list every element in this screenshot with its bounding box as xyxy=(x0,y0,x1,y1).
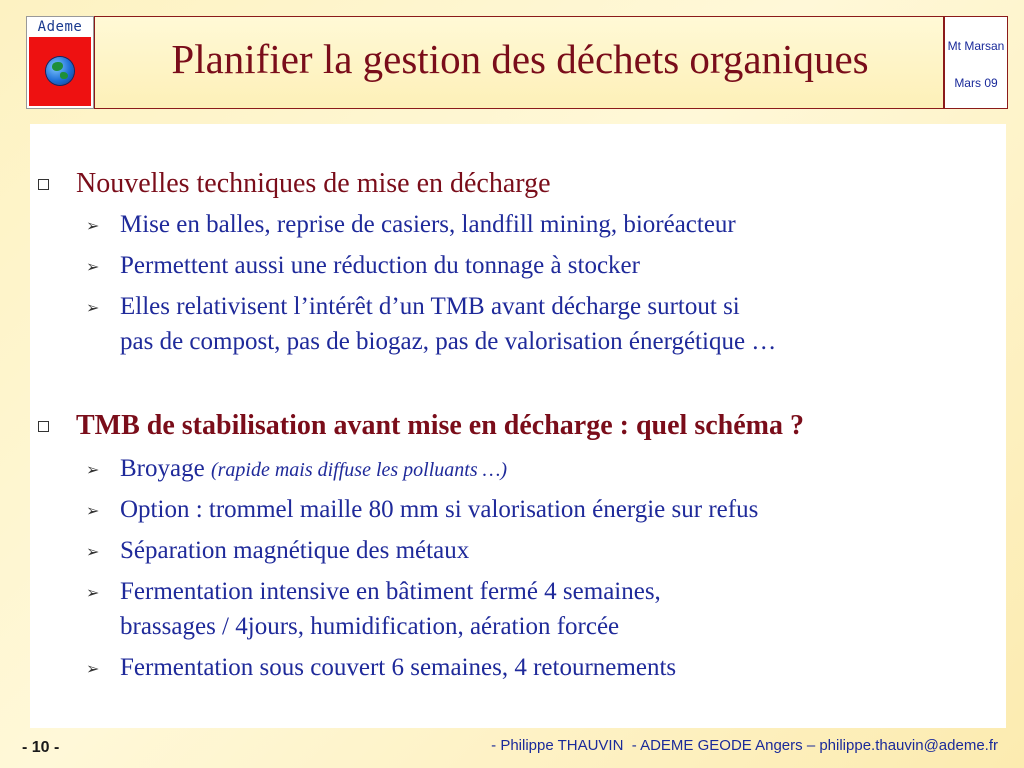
logo-red-panel xyxy=(29,37,91,106)
list-item-text: Option : trommel maille 80 mm si valorisation énergie sur refus xyxy=(120,496,759,523)
location-date-box xyxy=(944,16,1008,109)
arrow-bullet-icon: ➢ xyxy=(86,216,100,235)
square-bullet-icon xyxy=(38,179,49,190)
globe-icon xyxy=(46,57,74,85)
header-frame xyxy=(26,16,1008,109)
list-item-note: (rapide mais diffuse les polluants …) xyxy=(210,459,508,481)
arrow-bullet-icon: ➢ xyxy=(86,583,100,602)
square-bullet-icon xyxy=(38,421,49,432)
list-item-main: Broyage xyxy=(120,455,211,482)
ademe-logo xyxy=(26,16,94,109)
page-title: Planifier la gestion des déchets organiques xyxy=(171,36,869,82)
location-label: Mt Marsan xyxy=(947,39,1005,53)
slide-content xyxy=(30,124,1006,728)
list-item-text: Fermentation sous couvert 6 semaines, 4 retournements xyxy=(120,654,677,681)
list-item-text: Elles relativisent l’intérêt d’un TMB avant décharge surtout si xyxy=(120,293,740,320)
list-item-text: Fermentation intensive en bâtiment fermé 4 semaines, xyxy=(120,578,661,605)
list-item-text: pas de compost, pas de biogaz, pas de valorisation énergétique … xyxy=(120,328,777,355)
footer xyxy=(0,728,1024,768)
section-heading-text: Nouvelles techniques de mise en décharge xyxy=(76,168,551,199)
list-item-text: brassages / 4jours, humidification, aération forcée xyxy=(120,613,620,640)
list-item-text xyxy=(120,451,507,488)
logo-text: Ademe xyxy=(37,19,83,35)
arrow-bullet-icon: ➢ xyxy=(86,257,100,276)
list-item-text: Mise en balles, reprise de casiers, landfill mining, bioréacteur xyxy=(120,211,736,238)
arrow-bullet-icon: ➢ xyxy=(86,542,100,561)
section-heading-text: TMB de stabilisation avant mise en décharge : quel schéma ? xyxy=(76,410,804,441)
arrow-bullet-icon: ➢ xyxy=(86,460,100,479)
page-number: - 10 - xyxy=(22,739,60,756)
date-label: Mars 09 xyxy=(954,76,998,90)
arrow-bullet-icon: ➢ xyxy=(86,659,100,678)
list-item-text: Séparation magnétique des métaux xyxy=(120,537,470,564)
title-box xyxy=(94,16,944,109)
arrow-bullet-icon: ➢ xyxy=(86,501,100,520)
arrow-bullet-icon: ➢ xyxy=(86,298,100,317)
list-item-text: Permettent aussi une réduction du tonnage à stocker xyxy=(120,252,640,279)
footer-credit: - Philippe THAUVIN - ADEME GEODE Angers – philippe.thauvin@ademe.fr xyxy=(491,737,998,754)
